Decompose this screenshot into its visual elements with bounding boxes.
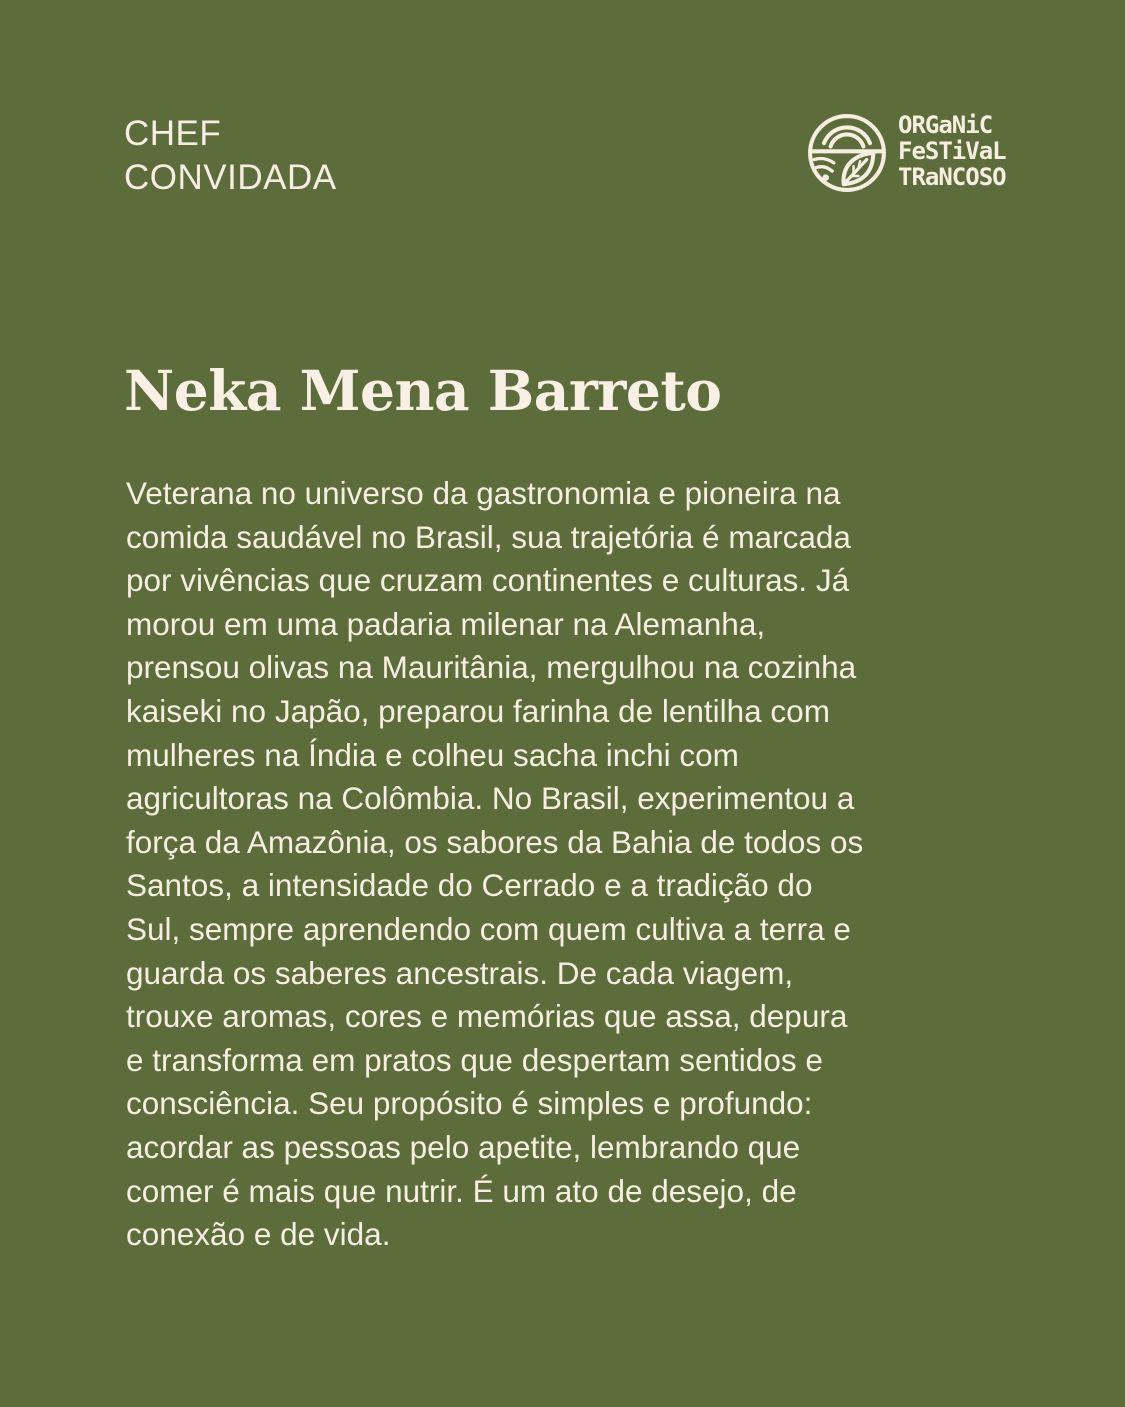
bio-line: agricultoras na Colômbia. No Brasil, experimentou a [126, 780, 855, 817]
logo-wordmark-line-2: FeSTiVaL [898, 137, 1006, 165]
bio-line: Sul, sempre aprendendo com quem cultiva a terra e [126, 910, 851, 947]
chef-label-line-2: CONVIDADA [124, 158, 337, 197]
chef-label-line-1: CHEF [124, 114, 222, 153]
bio-line: acordar as pessoas pelo apetite, lembrando que [126, 1128, 801, 1165]
bio-line: kaiseki no Japão, preparou farinha de lentilha com [126, 692, 830, 729]
bio-line: Veterana no universo da gastronomia e pioneira na [126, 475, 841, 511]
bio-line: comida saudável no Brasil, sua trajetória é marcada [126, 518, 851, 555]
bio-line: consciência. Seu propósito é simples e profundo: [126, 1085, 813, 1122]
bio-line: Santos, a intensidade do Cerrado e a tradição do [126, 867, 813, 904]
bio-line: conexão e de vida. [126, 1216, 391, 1253]
bio-line: trouxe aromas, cores e memórias que assa, depura [126, 998, 848, 1035]
logo-wordmark-line-1: ORGaNiC [898, 111, 993, 139]
bio-line: morou em uma padaria milenar na Alemanha, [126, 605, 766, 642]
bio-line: por vivências que cruzam continentes e culturas. Já [126, 562, 850, 599]
bio-line: guarda os saberes ancestrais. De cada viagem, [126, 954, 794, 991]
bio-line: comer é mais que nutrir. É um ato de desejo, de [126, 1172, 797, 1209]
logo-wordmark [898, 112, 1006, 190]
chef-label [124, 112, 337, 200]
bio-line: e transforma em pratos que despertam sentidos e [126, 1041, 823, 1078]
logo-wordmark-line-3: TRaNCOSO [898, 163, 1006, 191]
chef-bio [126, 472, 986, 1257]
organic-festival-emblem-icon [806, 112, 888, 194]
organic-festival-logo [806, 110, 1006, 200]
bio-line: força da Amazônia, os sabores da Bahia de todos os [126, 823, 864, 860]
bio-line: prensou olivas na Mauritânia, mergulhou na cozinha [126, 649, 857, 686]
bio-line: mulheres na Índia e colheu sacha inchi com [126, 736, 739, 773]
chef-name: Neka Mena Barreto [124, 358, 722, 423]
